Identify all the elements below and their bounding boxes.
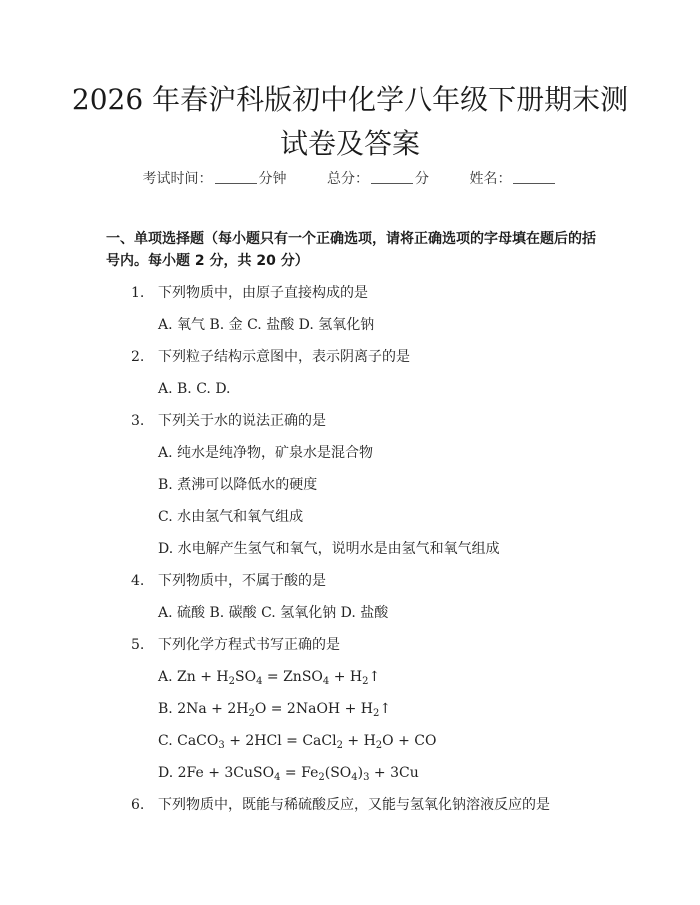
eq-part: A. Zn + H: [158, 669, 229, 685]
question-number: 3.: [131, 413, 145, 429]
gas-arrow-icon: ↑: [368, 669, 381, 685]
title-line-1: 2026 年春沪科版初中化学八年级下册期末测: [71, 83, 629, 116]
question-text: 下列化学方程式书写正确的是: [158, 637, 340, 653]
eq-part: + 2HCl = CaCl: [224, 733, 337, 749]
question-number: 6.: [131, 797, 145, 813]
eq-part: ): [357, 765, 364, 781]
question-4: [131, 571, 326, 591]
eq-part: = ZnSO: [262, 669, 323, 685]
eq-part: O + CO: [382, 733, 437, 749]
eq-part: SO: [234, 669, 257, 685]
eq-part: D. 2Fe + 3CuSO: [158, 765, 275, 781]
exam-time-unit: 分钟: [258, 171, 287, 187]
total-score-field: [327, 171, 429, 187]
eq-subscript: 4: [256, 676, 263, 687]
eq-subscript: 2: [228, 676, 235, 687]
question-1: [131, 283, 368, 303]
eq-part: B. 2Na + 2H: [158, 701, 249, 717]
eq-subscript: 4: [351, 772, 358, 783]
question-1-options: A. 氧气 B. 金 C. 盐酸 D. 氢氧化钠: [158, 317, 375, 333]
name-label: 姓名：: [469, 171, 512, 187]
question-text: 下列物质中，既能与稀硫酸反应，又能与氢氧化钠溶液反应的是: [158, 797, 550, 813]
question-number: 4.: [131, 573, 145, 589]
question-2-options: A. B. C. D.: [158, 381, 231, 397]
exam-time-blank: [215, 171, 257, 184]
eq-subscript: 2: [248, 708, 255, 719]
eq-part: = Fe: [280, 765, 319, 781]
eq-subscript: 2: [375, 740, 383, 751]
equation-option-c: [158, 731, 436, 751]
question-4-options: A. 硫酸 B. 碳酸 C. 氢氧化钠 D. 盐酸: [158, 605, 389, 621]
question-3: [131, 411, 326, 431]
question-6: [131, 795, 550, 815]
eq-subscript: 2: [362, 676, 369, 687]
eq-subscript: 3: [218, 740, 225, 751]
eq-part: O = 2NaOH + H: [254, 701, 373, 717]
question-text: 下列关于水的说法正确的是: [158, 413, 326, 429]
eq-subscript: 4: [322, 676, 330, 687]
gas-arrow-icon: ↑: [379, 701, 392, 717]
total-score-unit: 分: [415, 171, 429, 187]
eq-subscript: 4: [274, 772, 281, 783]
question-2: [131, 347, 410, 367]
question-number: 1.: [131, 285, 145, 301]
name-field: [469, 171, 557, 187]
exam-time-field: [143, 171, 287, 187]
exam-info-line: [0, 168, 700, 188]
eq-part: + 3Cu: [369, 765, 419, 781]
eq-subscript: 2: [336, 740, 343, 751]
question-text: 下列物质中，由原子直接构成的是: [158, 285, 368, 301]
eq-subscript: 3: [363, 772, 370, 783]
question-number: 2.: [131, 349, 145, 365]
eq-part: + H: [342, 733, 376, 749]
total-score-label: 总分：: [327, 171, 369, 187]
page-title: [0, 78, 700, 166]
total-score-blank: [371, 171, 413, 184]
question-number: 5.: [131, 637, 145, 653]
question-text: 下列粒子结构示意图中，表示阴离子的是: [158, 349, 410, 365]
eq-part: + H: [329, 669, 363, 685]
question-3-option-c: C. 水由氢气和氧气组成: [158, 509, 304, 525]
section-1-heading: 一、单项选择题（每小题只有一个正确选项，请将正确选项的字母填在题后的括号内。每小题 2 分，共 20 分）: [106, 231, 596, 269]
eq-part: (SO: [324, 765, 352, 781]
equation-option-a: [158, 667, 380, 687]
equation-option-b: [158, 699, 391, 719]
eq-subscript: 2: [372, 708, 380, 719]
eq-subscript: 2: [318, 772, 325, 783]
name-blank: [513, 171, 555, 184]
eq-part: C. CaCO: [158, 733, 219, 749]
question-text: 下列物质中，不属于酸的是: [158, 573, 326, 589]
question-3-option-a: A. 纯水是纯净物，矿泉水是混合物: [158, 445, 374, 461]
equation-option-d: [158, 763, 419, 783]
question-3-option-d: D. 水电解产生氢气和氧气，说明水是由氢气和氧气组成: [158, 541, 500, 557]
question-3-option-b: B. 煮沸可以降低水的硬度: [158, 477, 318, 493]
title-line-2: 试卷及答案: [279, 127, 420, 160]
exam-time-label: 考试时间：: [142, 171, 213, 187]
question-5: [131, 635, 340, 655]
